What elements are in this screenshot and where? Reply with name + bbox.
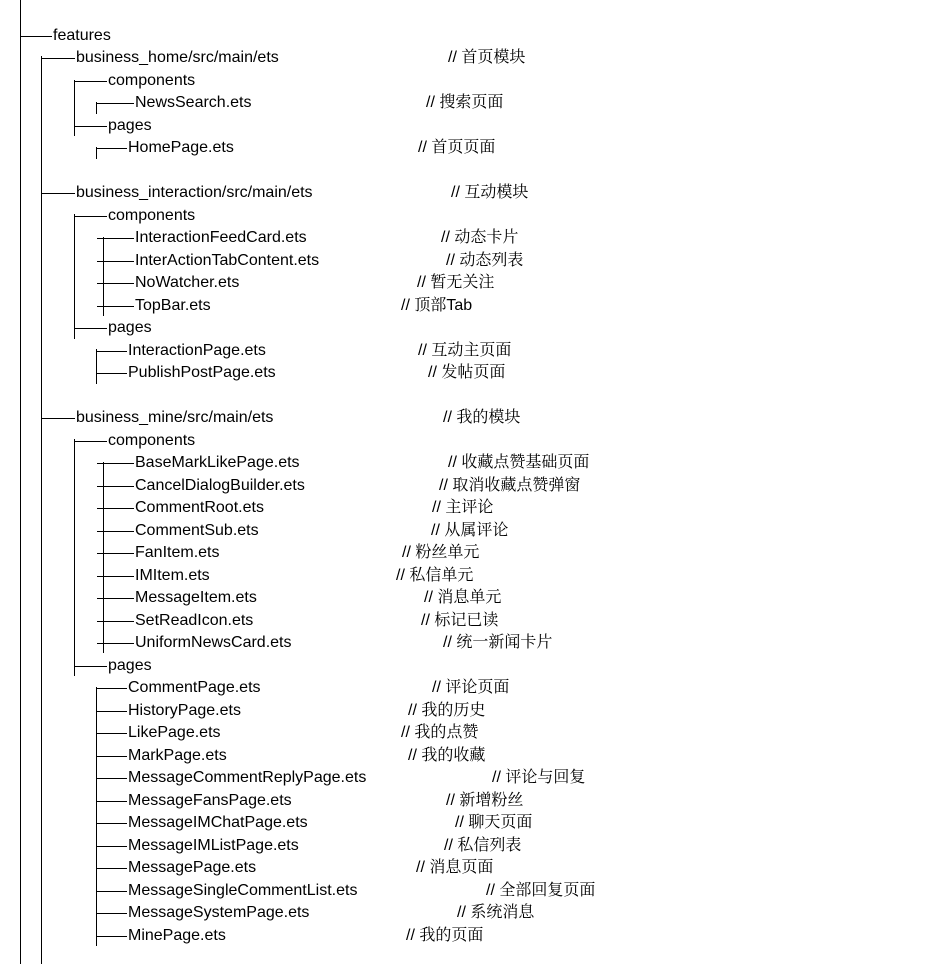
file-name: IMItem.ets bbox=[135, 566, 210, 584]
tree-branch-line bbox=[41, 418, 75, 419]
file-name: SetReadIcon.ets bbox=[135, 611, 254, 629]
file-name: InteractionPage.ets bbox=[128, 341, 266, 359]
tree-comment: // 统一新闻卡片 bbox=[443, 634, 553, 651]
tree-branch-line bbox=[41, 58, 75, 59]
folder-name: pages bbox=[108, 656, 152, 674]
tree-comment: // 全部回复页面 bbox=[486, 881, 596, 899]
tree-row bbox=[0, 295, 950, 317]
folder-name: components bbox=[108, 71, 196, 89]
tree-comment: // 搜索页面 bbox=[426, 94, 504, 111]
tree-row bbox=[0, 182, 950, 204]
file-name: TopBar.ets bbox=[135, 296, 211, 314]
file-name: MessageIMChatPage.ets bbox=[128, 814, 308, 831]
tree-row bbox=[0, 407, 950, 429]
tree-branch-line bbox=[74, 328, 107, 329]
tree-branch-line bbox=[74, 81, 107, 82]
tree-row bbox=[0, 745, 950, 767]
tree-comment: // 首页模块 bbox=[448, 49, 526, 66]
tree-comment: // 互动主页面 bbox=[418, 341, 512, 359]
tree-row bbox=[0, 520, 950, 542]
tree-row bbox=[0, 475, 950, 497]
tree-comment: // 我的收藏 bbox=[408, 746, 486, 764]
file-name: NewsSearch.ets bbox=[135, 94, 252, 111]
tree-branch-line bbox=[96, 936, 127, 937]
tree-branch-line bbox=[96, 756, 127, 757]
tree-row bbox=[0, 542, 950, 564]
folder-name: business_mine/src/main/ets bbox=[76, 409, 274, 426]
tree-branch-line bbox=[96, 733, 127, 734]
tree-comment: // 我的页面 bbox=[406, 926, 484, 944]
tree-row bbox=[0, 857, 950, 879]
file-name: HistoryPage.ets bbox=[128, 701, 241, 719]
tree-row bbox=[0, 92, 950, 114]
tree-row bbox=[0, 677, 950, 699]
tree-comment: // 标记已读 bbox=[421, 611, 499, 629]
tree-branch-line bbox=[96, 148, 127, 149]
tree-comment: // 我的历史 bbox=[408, 701, 486, 719]
tree-row bbox=[0, 385, 950, 407]
tree-branch-line bbox=[41, 193, 75, 194]
tree-row bbox=[0, 317, 950, 339]
tree-guide-line bbox=[103, 237, 104, 316]
tree-branch-line bbox=[74, 666, 107, 667]
file-name: MessageItem.ets bbox=[135, 589, 257, 606]
tree-row bbox=[0, 835, 950, 857]
folder-name: pages bbox=[108, 116, 152, 134]
tree-comment: // 发帖页面 bbox=[428, 364, 506, 381]
tree-branch-line bbox=[96, 688, 127, 689]
tree-row bbox=[0, 70, 950, 92]
tree-comment: // 顶部Tab bbox=[401, 296, 473, 314]
tree-branch-line bbox=[20, 36, 52, 37]
tree-row bbox=[0, 430, 950, 452]
tree-comment: // 动态列表 bbox=[446, 251, 524, 269]
tree-branch-line bbox=[96, 823, 127, 824]
tree-comment: // 新增粉丝 bbox=[446, 791, 524, 809]
tree-branch-line bbox=[96, 846, 127, 847]
tree-row bbox=[0, 250, 950, 272]
tree-branch-line bbox=[96, 868, 127, 869]
folder-name: features bbox=[53, 26, 111, 44]
tree-row bbox=[0, 700, 950, 722]
file-name: MessageIMListPage.ets bbox=[128, 836, 299, 854]
tree-row bbox=[0, 655, 950, 677]
folder-name: pages bbox=[108, 319, 152, 336]
tree-guide-line bbox=[96, 687, 97, 946]
file-name: MessageFansPage.ets bbox=[128, 791, 292, 809]
tree-row bbox=[0, 205, 950, 227]
tree-row bbox=[0, 362, 950, 384]
tree-row bbox=[0, 902, 950, 924]
file-name: InteractionFeedCard.ets bbox=[135, 229, 307, 246]
tree-branch-line bbox=[96, 373, 127, 374]
tree-comment: // 首页页面 bbox=[418, 139, 496, 156]
tree-row bbox=[0, 610, 950, 632]
file-name: NoWatcher.ets bbox=[135, 274, 240, 291]
tree-guide-line bbox=[96, 102, 97, 114]
tree-row bbox=[0, 160, 950, 182]
tree-row bbox=[0, 47, 950, 69]
tree-comment: // 系统消息 bbox=[457, 904, 535, 921]
file-name: CommentSub.ets bbox=[135, 521, 259, 539]
tree-comment: // 消息页面 bbox=[416, 859, 494, 876]
tree-branch-line bbox=[74, 216, 107, 217]
tree-comment: // 收藏点赞基础页面 bbox=[448, 454, 590, 471]
file-name: MinePage.ets bbox=[128, 926, 226, 944]
tree-row bbox=[0, 115, 950, 137]
folder-name: business_home/src/main/ets bbox=[76, 49, 279, 66]
tree-branch-line bbox=[96, 778, 127, 779]
tree-row bbox=[0, 497, 950, 519]
tree-guide-line bbox=[74, 80, 75, 136]
tree-branch-line bbox=[96, 711, 127, 712]
tree-row bbox=[0, 790, 950, 812]
file-name: MarkPage.ets bbox=[128, 746, 227, 764]
file-name: FanItem.ets bbox=[135, 544, 220, 561]
tree-row bbox=[0, 2, 950, 24]
tree-row bbox=[0, 812, 950, 834]
tree-branch-line bbox=[96, 801, 127, 802]
file-name: MessageSystemPage.ets bbox=[128, 904, 310, 921]
tree-comment: // 粉丝单元 bbox=[402, 544, 480, 561]
file-name: LikePage.ets bbox=[128, 724, 221, 741]
tree-comment: // 评论页面 bbox=[432, 679, 510, 696]
tree-branch-line bbox=[74, 441, 107, 442]
tree-row bbox=[0, 452, 950, 474]
tree-comment: // 从属评论 bbox=[431, 521, 509, 539]
file-name: PublishPostPage.ets bbox=[128, 364, 276, 381]
file-name: UniformNewsCard.ets bbox=[135, 634, 292, 651]
tree-guide-line bbox=[103, 462, 104, 653]
tree-row bbox=[0, 137, 950, 159]
file-name: CommentRoot.ets bbox=[135, 499, 264, 516]
tree-comment: // 我的点赞 bbox=[401, 724, 479, 741]
tree-row bbox=[0, 565, 950, 587]
tree-row bbox=[0, 767, 950, 789]
tree-row bbox=[0, 722, 950, 744]
tree-comment: // 消息单元 bbox=[424, 589, 502, 606]
tree-guide-line bbox=[74, 439, 75, 676]
tree-row bbox=[0, 227, 950, 249]
tree-row bbox=[0, 340, 950, 362]
folder-name: components bbox=[108, 206, 196, 224]
tree-row bbox=[0, 25, 950, 47]
tree-comment: // 互动模块 bbox=[451, 184, 529, 201]
tree-row bbox=[0, 587, 950, 609]
tree-row bbox=[0, 632, 950, 654]
tree-branch-line bbox=[74, 126, 107, 127]
tree-row bbox=[0, 880, 950, 902]
tree-row bbox=[0, 925, 950, 947]
tree-comment: // 评论与回复 bbox=[492, 769, 586, 786]
tree-row bbox=[0, 272, 950, 294]
tree-branch-line bbox=[97, 103, 134, 104]
tree-comment: // 暂无关注 bbox=[417, 274, 495, 291]
tree-comment: // 聊天页面 bbox=[455, 814, 533, 831]
tree-guide-line bbox=[96, 147, 97, 159]
file-name: CommentPage.ets bbox=[128, 679, 261, 696]
tree-guide-line bbox=[74, 214, 75, 339]
tree-branch-line bbox=[96, 913, 127, 914]
tree-comment: // 动态卡片 bbox=[441, 229, 519, 246]
tree-comment: // 私信单元 bbox=[396, 566, 474, 584]
tree-guide-line bbox=[41, 56, 42, 964]
tree-guide-line bbox=[96, 349, 97, 384]
folder-name: components bbox=[108, 431, 196, 449]
tree-comment: // 我的模块 bbox=[443, 409, 521, 426]
file-name: MessageSingleCommentList.ets bbox=[128, 881, 358, 899]
file-name: MessagePage.ets bbox=[128, 859, 257, 876]
folder-name: business_interaction/src/main/ets bbox=[76, 184, 313, 201]
file-name: MessageCommentReplyPage.ets bbox=[128, 769, 367, 786]
tree-branch-line bbox=[96, 891, 127, 892]
file-name: InterActionTabContent.ets bbox=[135, 251, 320, 269]
file-name: BaseMarkLikePage.ets bbox=[135, 454, 300, 471]
tree-comment: // 取消收藏点赞弹窗 bbox=[439, 476, 581, 494]
tree-branch-line bbox=[96, 351, 127, 352]
tree-comment: // 主评论 bbox=[432, 499, 494, 516]
tree-comment: // 私信列表 bbox=[444, 836, 522, 854]
file-name: HomePage.ets bbox=[128, 139, 234, 156]
file-name: CancelDialogBuilder.ets bbox=[135, 476, 305, 494]
tree-guide-line bbox=[20, 0, 21, 964]
